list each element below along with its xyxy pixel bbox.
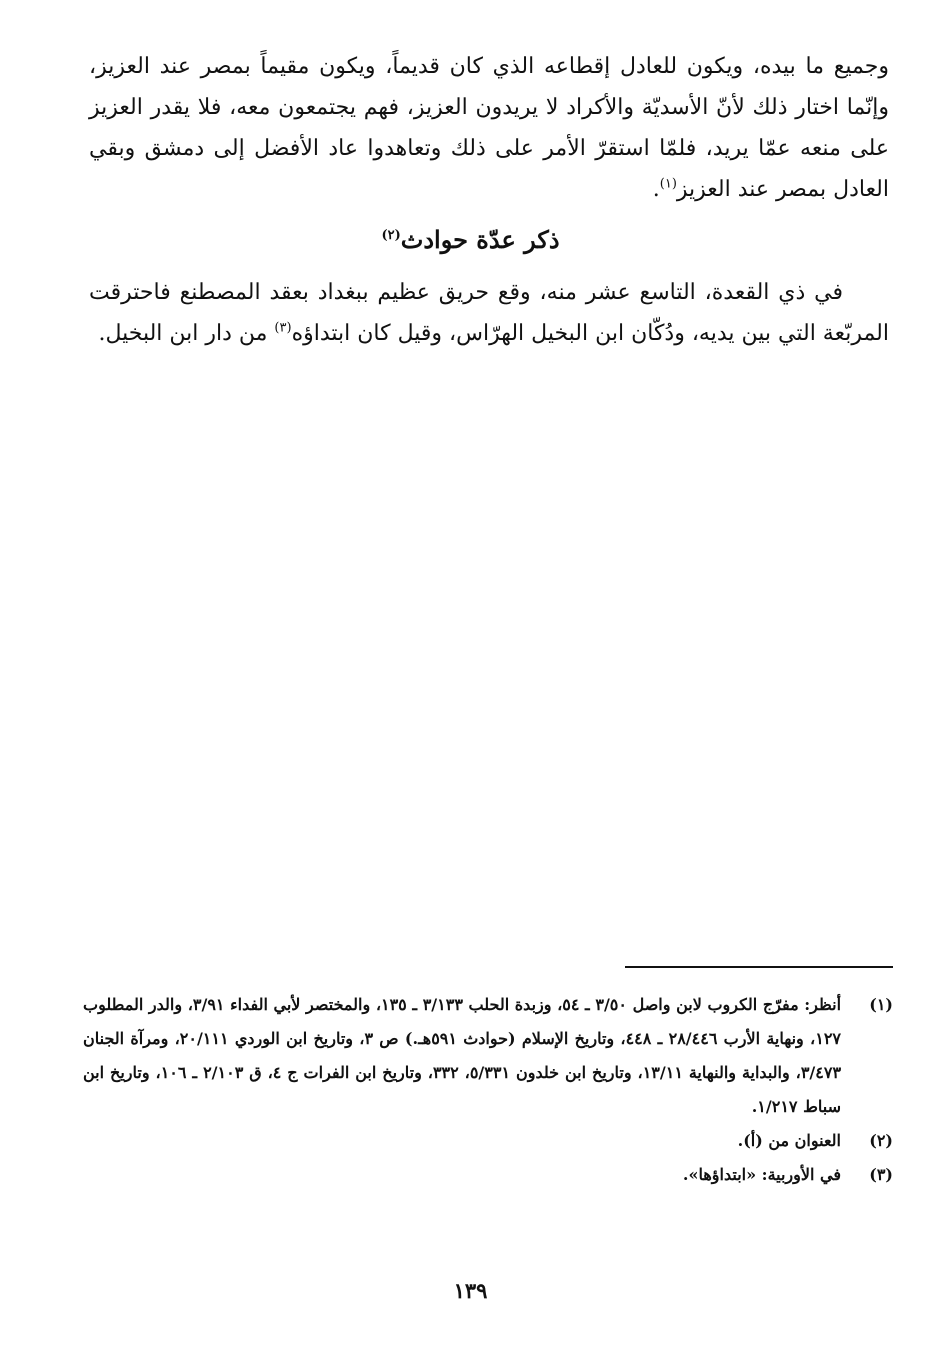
paragraph-2-text-end: من دار ابن البخيل. xyxy=(98,321,275,346)
footnote-ref-3: (٣) xyxy=(274,320,292,336)
footnote-2 xyxy=(83,1124,893,1158)
footnote-number: (١) xyxy=(869,995,893,1014)
footnotes xyxy=(83,988,893,1192)
page-number: ١٣٩ xyxy=(453,1278,488,1303)
paragraph-1 xyxy=(89,46,889,210)
section-heading-text: ذكر عدّة حوادث xyxy=(400,225,560,254)
footnote-number: (٢) xyxy=(869,1131,893,1150)
paragraph-1-text: وجميع ما بيده، ويكون للعادل إقطاعه الذي كان قديماً، ويكون مقيماً بمصر عند العزيز، وإنّما اختار ذلك لأنّ الأسديّة والأكراد لا يريدون العزيز، فهم يجتمعون معه، فلا يقدر العزيز على منعه عمّا يريد، فلمّا استقرّ الأمر على ذلك وتعاهدوا عاد الأفضل إلى دمشق وبقي العادل بمصر عند العزيز xyxy=(89,54,889,202)
paragraph-2-text: في ذي القعدة، التاسع عشر منه، وقع حريق عظيم ببغداد بعقد المصطنع فاحترقت المربّعة التي بين يديه، ودُكّان ابن البخيل الهرّاس، وقيل كان ابتداؤه xyxy=(89,280,889,346)
footnote-1 xyxy=(83,988,893,1124)
paragraph-2 xyxy=(89,272,889,354)
footnote-3 xyxy=(83,1158,893,1192)
footnote-text: في الأوربية: «ابتداؤها». xyxy=(682,1165,841,1184)
footnote-text: العنوان من (أ). xyxy=(737,1131,841,1150)
body-text-bottom xyxy=(89,272,889,354)
footnote-ref-2: (٢) xyxy=(381,228,401,243)
paragraph-1-end: . xyxy=(652,177,660,202)
footnote-text: أنظر: مفرّج الكروب لابن واصل ٣/٥٠ ـ ٥٤، وزبدة الحلب ٣/١٣٣ ـ ١٣٥، والمختصر لأبي الفداء ٣/٩١، والدر المطلوب ١٢٧، ونهاية الأرب ٢٨/٤٤٦ ـ ٤٤٨، وتاريخ الإسلام (حوادث ٥٩١هـ.) ص ٣، وتاريخ ابن الوردي ٢٠/١١١، ومرآة الجنان ٣/٤٧٣، والبداية والنهاية ١٣/١١، وتاريخ ابن خلدون ٥/٣٣١، ٣٣٢، وتاريخ ابن الفرات ج ٤، ق ٢/١٠٣ ـ ١٠٦، وتاريخ ابن سباط ١/٢١٧. xyxy=(83,995,842,1116)
body-text-top xyxy=(89,46,889,210)
footnote-divider xyxy=(625,966,893,968)
footnote-number: (٣) xyxy=(869,1165,893,1184)
section-heading xyxy=(0,218,941,262)
footnote-ref-1: (١) xyxy=(659,176,677,192)
